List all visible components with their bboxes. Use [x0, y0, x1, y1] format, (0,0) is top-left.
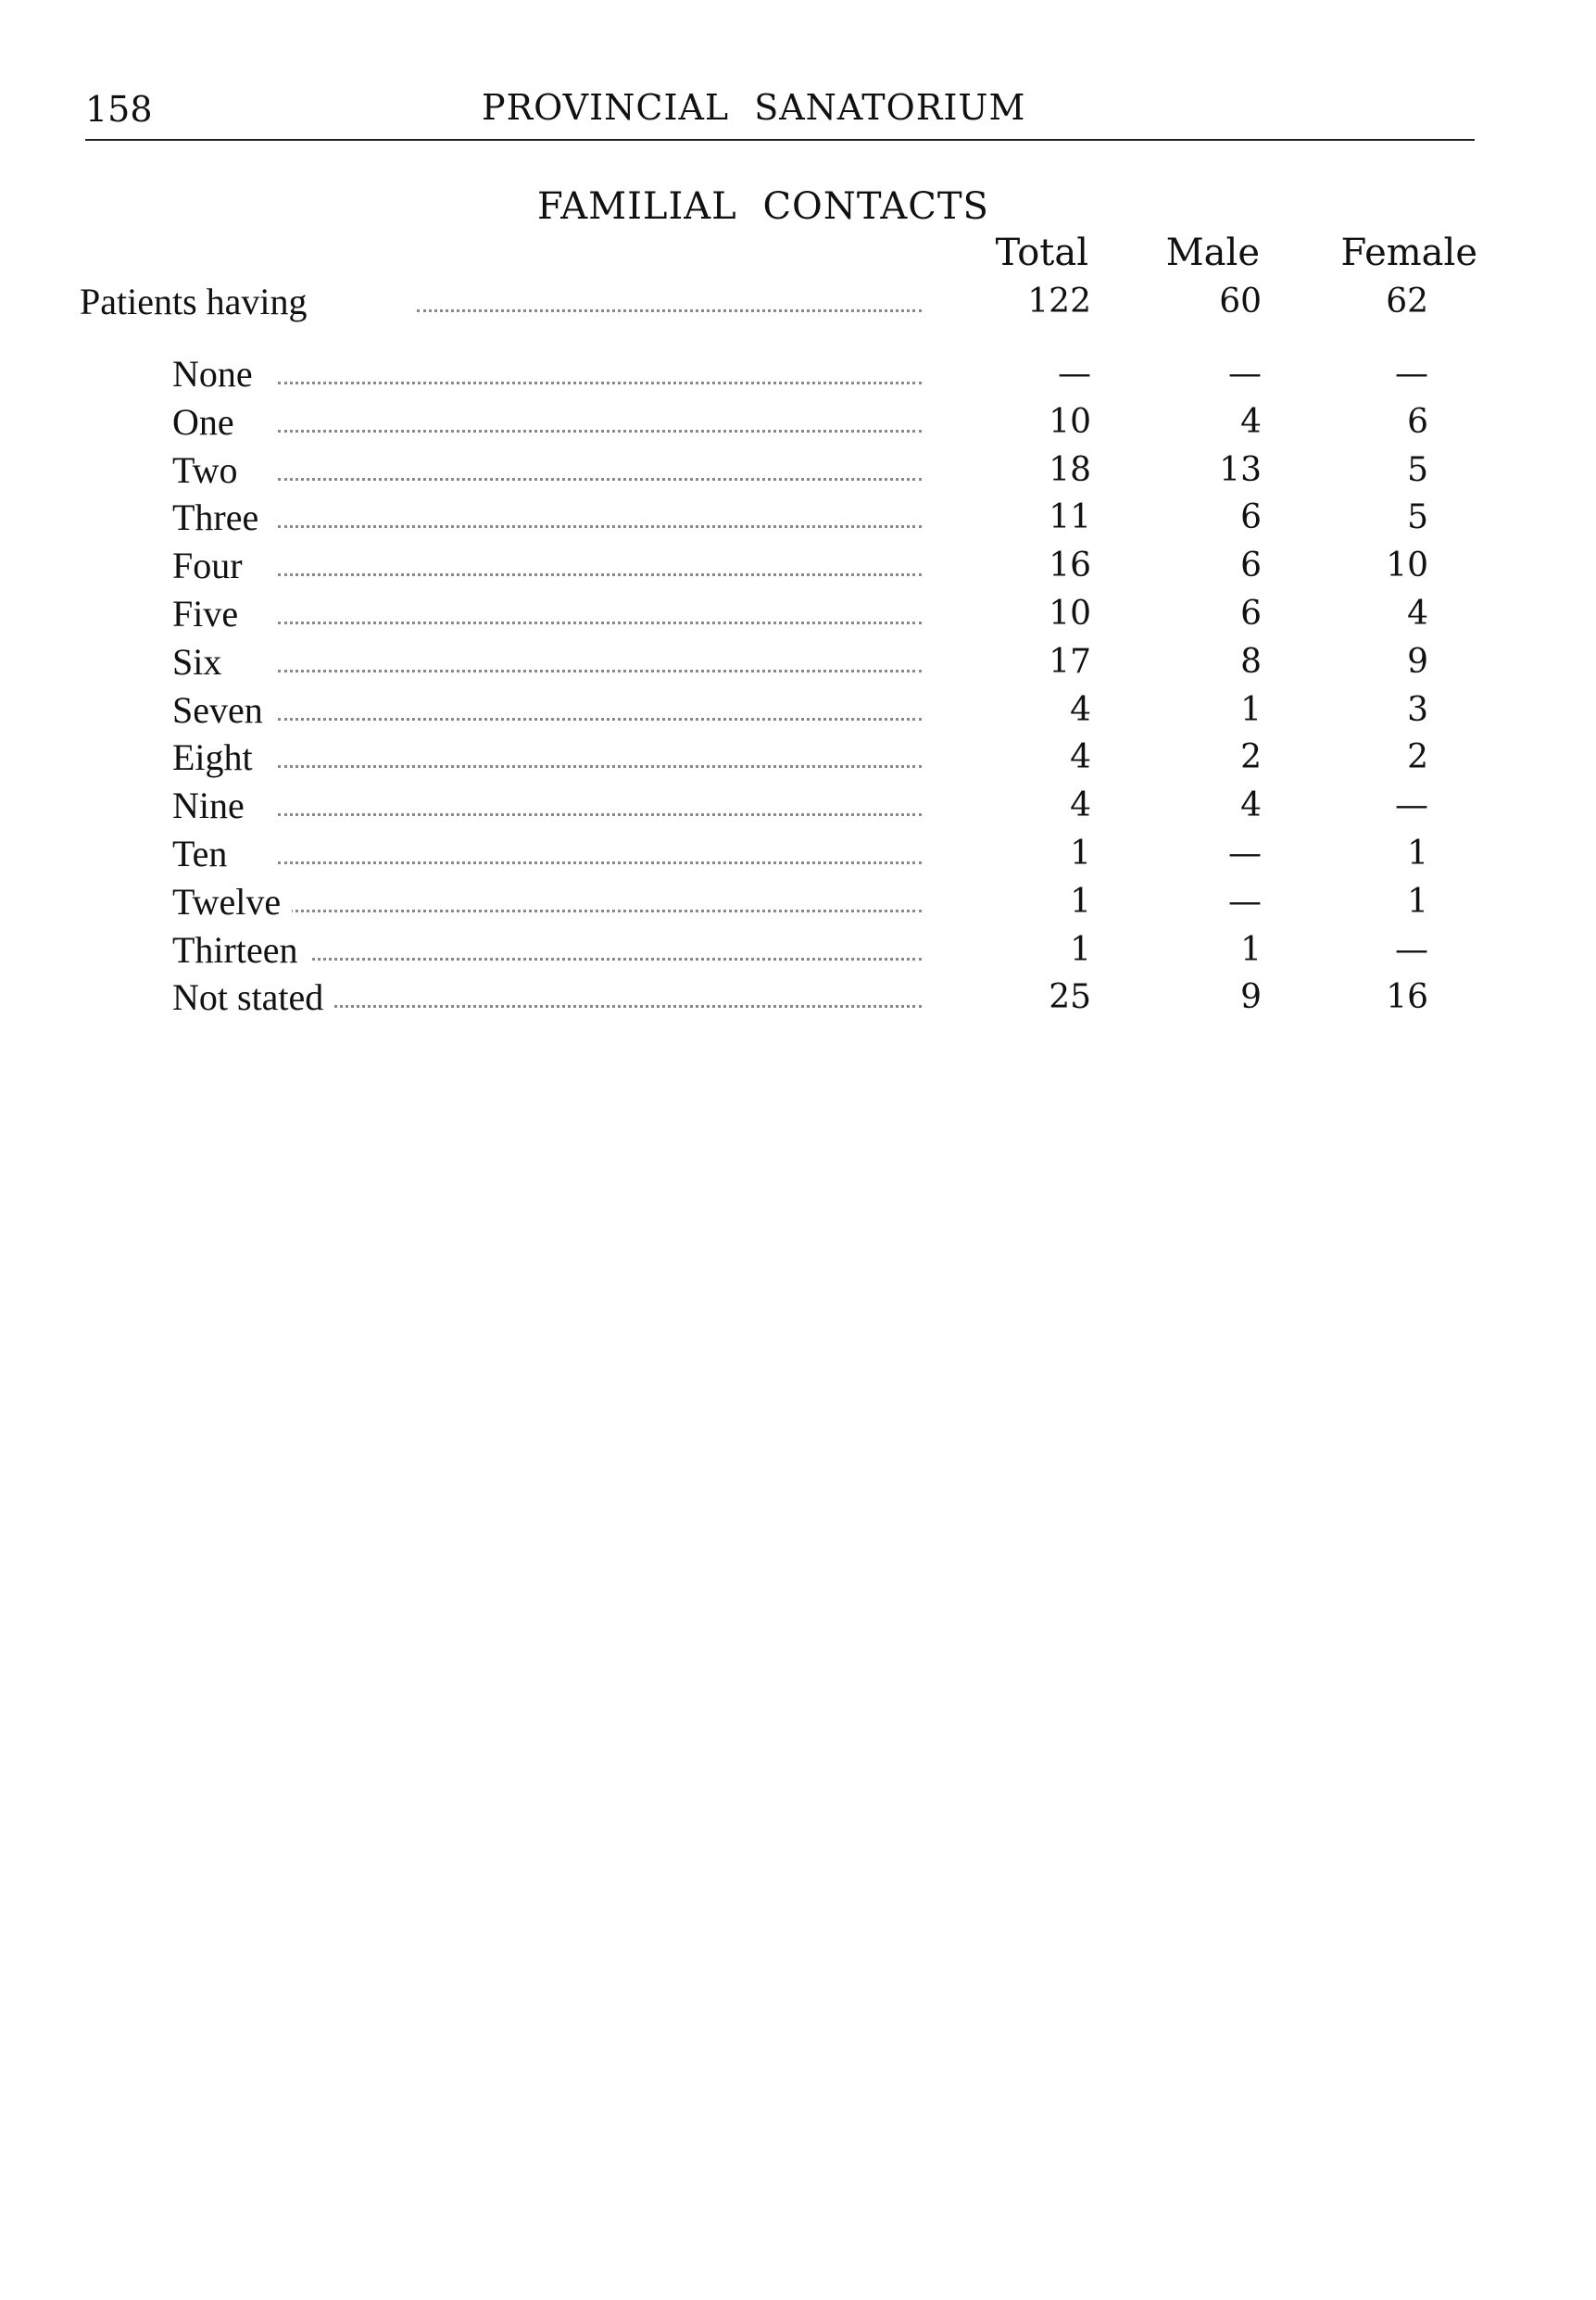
table-row: [0, 926, 1596, 974]
row-label: Four: [172, 542, 254, 590]
row-label: None: [172, 350, 264, 398]
cell-female: 1: [1407, 835, 1428, 873]
dot-leader: [278, 670, 922, 672]
table-row: [0, 878, 1596, 926]
dot-leader: [278, 958, 922, 961]
table-row: [0, 830, 1596, 878]
cell-total: 25: [1049, 978, 1091, 1017]
cell-female: 9: [1407, 642, 1428, 681]
cell-total: 122: [1027, 283, 1091, 320]
row-label: Ten: [172, 830, 238, 878]
cell-female: 5: [1407, 450, 1428, 489]
cell-male: 8: [1240, 642, 1262, 681]
dot-leader: [278, 718, 922, 721]
table-row: [0, 734, 1596, 782]
dot-leader: [278, 573, 922, 576]
cell-total: 16: [1049, 547, 1091, 585]
row-label: One: [172, 398, 245, 446]
dot-leader: [417, 309, 922, 312]
table-row: [0, 974, 1596, 1022]
cell-total: 1: [1070, 882, 1091, 921]
column-header-female: Female: [1340, 232, 1477, 274]
cell-total: 10: [1049, 595, 1091, 633]
table-title: FAMILIAL CONTACTS: [537, 185, 989, 228]
row-label: Two: [172, 446, 249, 495]
row-label: Seven: [172, 686, 274, 735]
row-label: Patients having: [80, 278, 319, 326]
row-label: Twelve: [172, 878, 292, 926]
summary-row: [0, 278, 1596, 326]
dot-leader: [278, 861, 922, 864]
dot-leader: [278, 910, 922, 912]
cell-female: —: [1395, 786, 1428, 825]
page-number: 158: [85, 89, 153, 130]
dot-leader: [278, 765, 922, 768]
cell-total: 1: [1070, 835, 1091, 873]
cell-total: —: [1058, 355, 1091, 393]
cell-total: 4: [1070, 738, 1091, 777]
cell-female: 4: [1407, 595, 1428, 633]
dot-leader: [278, 430, 922, 433]
cell-female: 6: [1407, 402, 1428, 441]
table-row: [0, 446, 1596, 495]
cell-total: 17: [1049, 642, 1091, 681]
row-label: Not stated: [172, 974, 334, 1022]
table-row: [0, 782, 1596, 830]
cell-total: 1: [1070, 930, 1091, 969]
cell-male: 1: [1240, 690, 1262, 729]
cell-total: 11: [1049, 498, 1091, 537]
row-label: Three: [172, 494, 270, 542]
cell-female: —: [1395, 355, 1428, 393]
row-label: Six: [172, 638, 232, 686]
running-title: PROVINCIAL SANATORIUM: [482, 87, 1026, 128]
cell-male: 4: [1240, 402, 1262, 441]
row-label: Five: [172, 590, 249, 638]
cell-female: 5: [1407, 498, 1428, 537]
table-row: [0, 638, 1596, 686]
dot-leader: [278, 382, 922, 384]
cell-female: 10: [1386, 547, 1428, 585]
table-row: [0, 590, 1596, 638]
row-label: Nine: [172, 782, 256, 830]
cell-male: 6: [1240, 547, 1262, 585]
table-row: [0, 350, 1596, 398]
cell-male: 9: [1240, 978, 1262, 1017]
cell-male: 13: [1219, 450, 1262, 489]
cell-male: —: [1228, 882, 1262, 921]
dot-leader: [278, 1005, 922, 1008]
cell-male: —: [1228, 835, 1262, 873]
column-header-male: Male: [1165, 232, 1260, 274]
table-row: [0, 542, 1596, 590]
cell-female: —: [1395, 930, 1428, 969]
cell-total: 18: [1049, 450, 1091, 489]
cell-male: 6: [1240, 595, 1262, 633]
cell-male: 2: [1240, 738, 1262, 777]
cell-male: 6: [1240, 498, 1262, 537]
cell-male: 1: [1240, 930, 1262, 969]
dot-leader: [278, 478, 922, 481]
table-row: [0, 398, 1596, 446]
table-row: [0, 494, 1596, 542]
cell-female: 1: [1407, 882, 1428, 921]
cell-male: 4: [1240, 786, 1262, 825]
row-label: Thirteen: [172, 926, 309, 974]
dot-leader: [278, 622, 922, 624]
column-header-total: Total: [995, 232, 1088, 274]
cell-total: 10: [1049, 402, 1091, 441]
dot-leader: [278, 525, 922, 528]
cell-male: —: [1228, 355, 1262, 393]
cell-female: 16: [1386, 978, 1428, 1017]
row-label: Eight: [172, 734, 264, 782]
cell-total: 4: [1070, 690, 1091, 729]
table-row: [0, 686, 1596, 735]
cell-male: 60: [1219, 283, 1262, 320]
cell-female: 3: [1407, 690, 1428, 729]
cell-female: 2: [1407, 738, 1428, 777]
dot-leader: [278, 813, 922, 816]
cell-total: 4: [1070, 786, 1091, 825]
cell-female: 62: [1386, 283, 1428, 320]
header-rule: [85, 139, 1475, 141]
